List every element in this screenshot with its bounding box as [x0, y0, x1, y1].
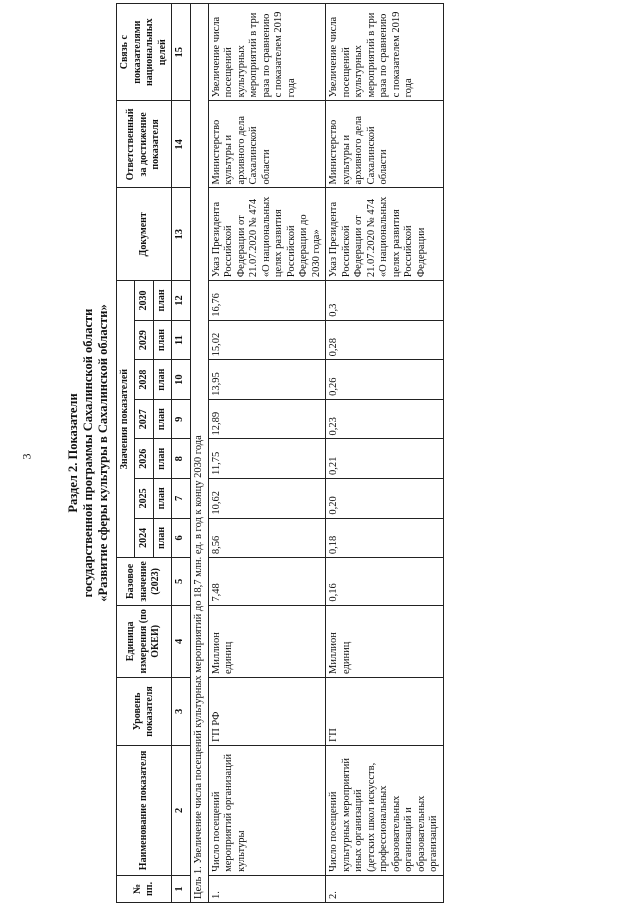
- column-number: 2: [172, 745, 191, 875]
- table-row: [326, 4, 444, 903]
- header-responsible: Ответственный за достижение показателя: [117, 101, 172, 188]
- indicator-value: 13,95: [208, 360, 326, 400]
- column-number: 1: [172, 875, 191, 902]
- indicator-value: 15,02: [208, 320, 326, 360]
- goal-text: Цель 1. Увеличение числа посещений культурных мероприятий до 18,7 млн. ед. в год к концу 2030 года: [191, 4, 209, 903]
- header-year: 2026: [135, 439, 153, 479]
- column-number: 15: [172, 4, 191, 101]
- indicator-value: 0,26: [326, 360, 444, 400]
- header-document: Документ: [117, 188, 172, 281]
- header-year: 2030: [135, 281, 153, 321]
- indicator-name: Число посещений культурных мероприятий иных организаций (детских школ искусств, профессиональных образовательных организаций и образовательных организаций: [326, 745, 444, 875]
- indicators-table: [116, 3, 444, 903]
- header-year: 2027: [135, 399, 153, 439]
- indicator-value: 0,18: [326, 518, 444, 558]
- indicator-base: 7,48: [208, 558, 326, 605]
- header-plan: план: [153, 518, 171, 558]
- column-number: 5: [172, 558, 191, 605]
- column-numbers-row: [172, 4, 191, 903]
- indicator-unit: Миллион единиц: [326, 605, 444, 677]
- heading-line-3: «Развитие сферы культуры в Сахалинской области»: [96, 304, 110, 602]
- landscape-page: [16, 3, 631, 903]
- section-heading: [66, 3, 111, 903]
- header-plan: план: [153, 439, 171, 479]
- column-number: 12: [172, 281, 191, 321]
- indicator-value: 0,3: [326, 281, 444, 321]
- indicator-level: ГП: [326, 678, 444, 746]
- row-num: 2.: [326, 875, 444, 902]
- indicator-name: Число посещений мероприятий организаций культуры: [208, 745, 326, 875]
- indicator-value: 12,89: [208, 399, 326, 439]
- header-unit: Единица измерения (по ОКЕИ): [117, 605, 172, 677]
- indicator-value: 0,21: [326, 439, 444, 479]
- header-year: 2029: [135, 320, 153, 360]
- header-year: 2024: [135, 518, 153, 558]
- column-number: 6: [172, 518, 191, 558]
- header-values-group: Значения показателей: [117, 281, 135, 558]
- header-plan: план: [153, 399, 171, 439]
- header-link: Связь с показателями национальных целей: [117, 4, 172, 101]
- header-name: Наименование показателя: [117, 745, 172, 875]
- header-row-1: [117, 4, 135, 903]
- row-num: 1.: [208, 875, 326, 902]
- indicator-value: 11,75: [208, 439, 326, 479]
- header-plan: план: [153, 281, 171, 321]
- goal-row: [191, 4, 209, 903]
- indicator-document: Указ Президента Российской Федерации от 21.07.2020 № 474 «О национальных целях развития Российской Федерации до 2030 года»: [208, 188, 326, 281]
- indicator-unit: Миллион единиц: [208, 605, 326, 677]
- header-plan: план: [153, 360, 171, 400]
- heading-line-2: государственной программы Сахалинской области: [81, 308, 95, 598]
- indicator-value: 0,23: [326, 399, 444, 439]
- indicator-value: 0,28: [326, 320, 444, 360]
- indicator-base: 0,16: [326, 558, 444, 605]
- column-number: 8: [172, 439, 191, 479]
- indicator-value: 8,56: [208, 518, 326, 558]
- header-plan: план: [153, 479, 171, 519]
- column-number: 7: [172, 479, 191, 519]
- indicator-link: Увеличение числа посещений культурных мероприятий в три раза по сравнению с показателем 2019 года: [208, 4, 326, 101]
- indicator-responsible: Министерство культуры и архивного дела Сахалинской области: [326, 101, 444, 188]
- indicator-value: 0,20: [326, 479, 444, 519]
- column-number: 11: [172, 320, 191, 360]
- header-base: Базовое значение (2023): [117, 558, 172, 605]
- header-year: 2028: [135, 360, 153, 400]
- header-plan: план: [153, 320, 171, 360]
- column-number: 9: [172, 399, 191, 439]
- header-year: 2025: [135, 479, 153, 519]
- column-number: 13: [172, 188, 191, 281]
- column-number: 10: [172, 360, 191, 400]
- header-num: № пп.: [117, 875, 172, 902]
- indicator-document: Указ Президента Российской Федерации от 21.07.2020 № 474 «О национальных целях развития Российской Федерации: [326, 188, 444, 281]
- column-number: 14: [172, 101, 191, 188]
- table-row: [208, 4, 326, 903]
- indicator-link: Увеличение числа посещений культурных мероприятий в три раза по сравнению с показателем 2019 года: [326, 4, 444, 101]
- indicator-value: 10,62: [208, 479, 326, 519]
- heading-line-1: Раздел 2. Показатели: [66, 393, 80, 513]
- indicator-responsible: Министерство культуры и архивного дела Сахалинской области: [208, 101, 326, 188]
- page-number: 3: [19, 453, 34, 460]
- indicator-level: ГП РФ: [208, 678, 326, 746]
- header-level: Уровень показателя: [117, 678, 172, 746]
- indicator-value: 16,76: [208, 281, 326, 321]
- column-number: 4: [172, 605, 191, 677]
- column-number: 3: [172, 678, 191, 746]
